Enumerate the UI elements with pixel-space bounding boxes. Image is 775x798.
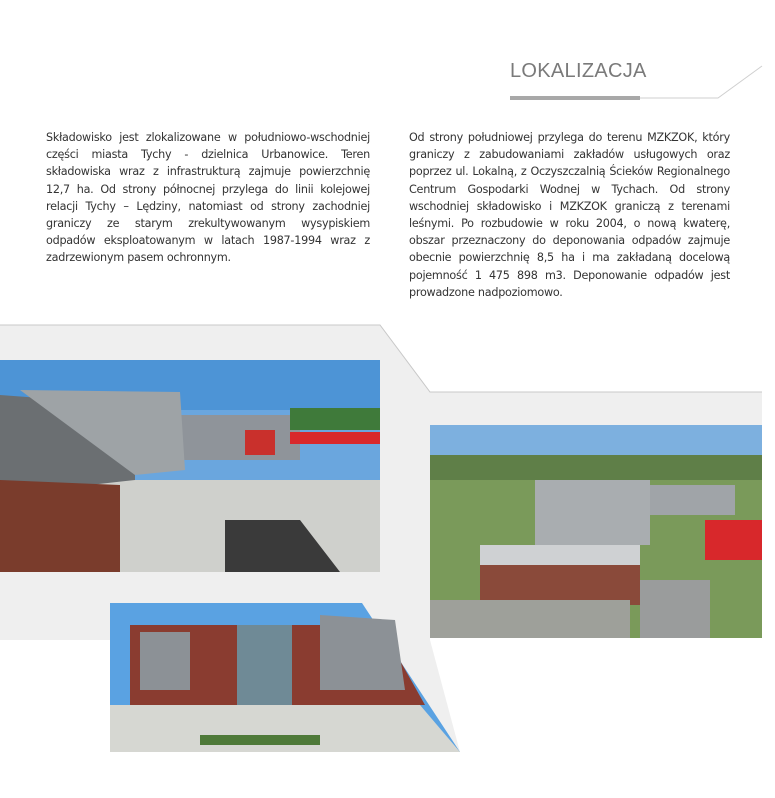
photo-aerial-view xyxy=(430,425,762,638)
photo-facility-yard xyxy=(0,360,380,572)
text-column-right: Od strony południowej przylega do terenu MZKZOK, który graniczy z zabudowaniami zakładów usługowych oraz poprzez ul. Lokalną, z Oczyszczalnią Ścieków Regionalnego Centrum Gospodarki Wodnej w Tychach. Od strony wschodniej składowisko i MZKZOK graniczą z terenami leśnymi. Po rozbudowie w roku 2004, o nową kwaterę, obszar przeznaczony do deponowania odpadów zajmuje obecnie powierzchnię 8,5 ha i ma zakładaną docelową pojemność 1 475 898 m3. Deponowanie odpadów jest prowadzone nadpoziomowo. xyxy=(409,131,730,299)
section-title: LOKALIZACJA xyxy=(510,60,647,82)
text-column-left: Składowisko jest zlokalizowane w południowo-wschodniej części miasta Tychy - dzielnica Urbanowice. Teren składowiska wraz z infrastrukturą zajmuje powierzchnię 12,7 ha. Od strony północnej przylega do linii kolejowej relacji Tychy – Lędziny, natomiast od strony zachodniej graniczy ze starym zrekultywowanym wysypiskiem odpadów eksploatowanym w latach 1987-1994 wraz z zadrzewionym pasem ochronnym. xyxy=(46,131,370,265)
title-accent-bar xyxy=(510,96,640,100)
